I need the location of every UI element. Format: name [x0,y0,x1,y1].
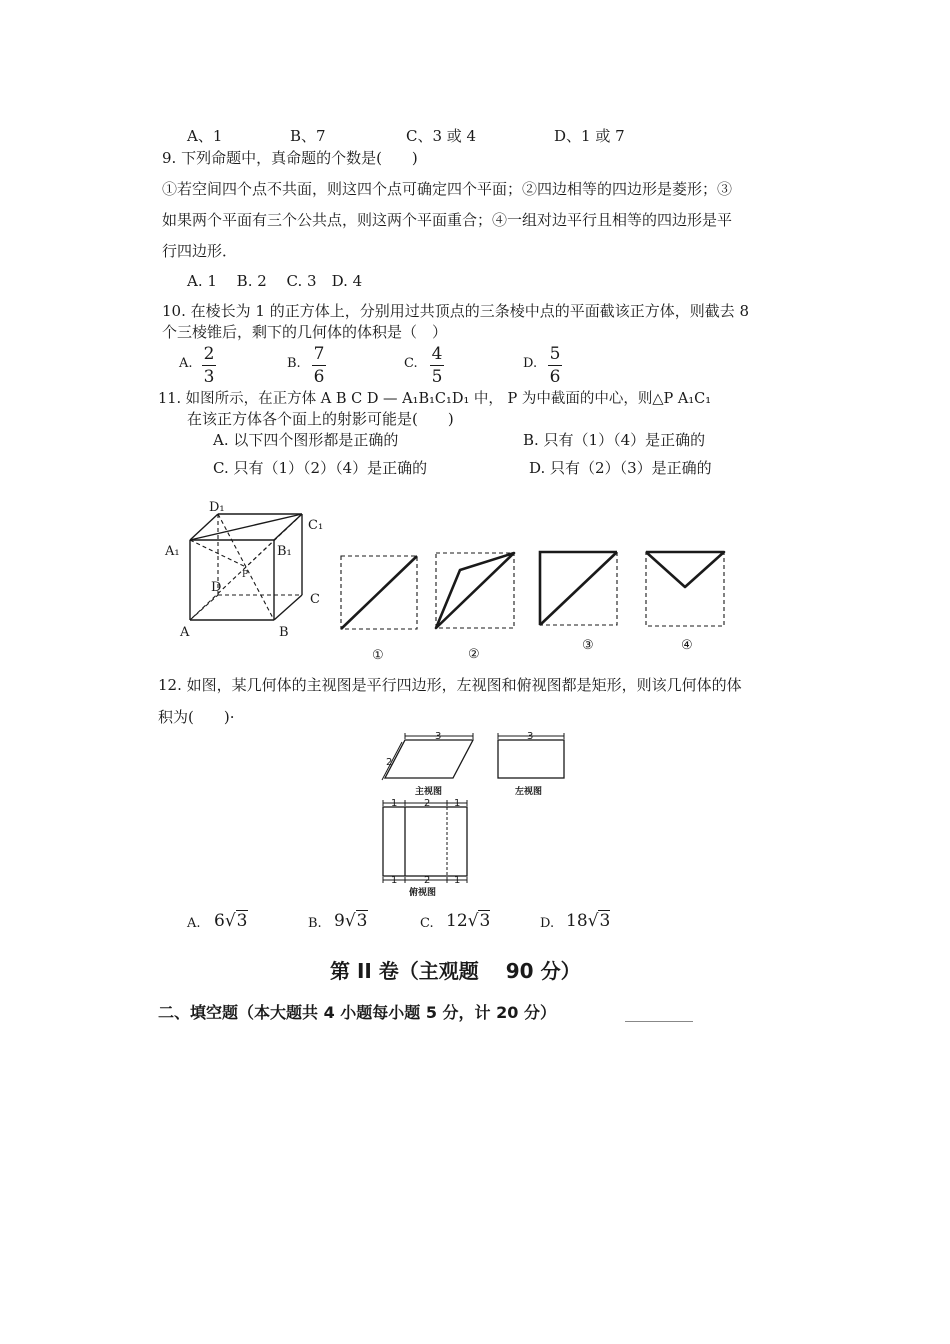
fig-label-4: ④ [681,638,693,653]
q12-line1: 12. 如图，某几何体的主视图是平行四边形，左视图和俯视图都是矩形，则该几何体的体 [158,676,742,694]
q10-option-b-fraction [312,344,326,387]
q10-option-c-fraction [430,344,444,387]
dim-top-1c: 1 [391,875,398,886]
q10-line1: 10. 在棱长为 1 的正方体上，分别用过共顶点的三条棱中点的平面截该正方体，则截去 8 [162,302,750,320]
denominator: 6 [313,367,325,387]
q8-option-d: D、1 或 7 [554,127,625,145]
q10-option-d-label: D. [523,356,538,371]
numerator: 7 [313,344,325,364]
q12-option-d-value: 18√3 [566,911,611,931]
coefficient: 9 [334,911,345,931]
q10-option-b-label: B. [287,356,301,371]
q11-option-b: B. 只有（1）（4）是正确的 [523,431,706,449]
cube-label-a1: A₁ [165,544,180,559]
fig-label-3: ③ [582,638,594,653]
cube-label-c1: C₁ [308,518,324,533]
q10-line2: 个三棱锥后，剩下的几何体的体积是（ ） [162,323,448,341]
numerator: 5 [549,344,561,364]
radicand: 3 [479,911,491,931]
dim-top-1a: 1 [391,798,398,809]
projection-fig-3 [537,549,621,657]
coefficient: 18 [566,911,588,931]
q11-option-c: C. 只有（1）（2）（4）是正确的 [213,459,428,477]
dim-top-2a: 2 [424,798,431,809]
top-view-label: 俯视图 [409,888,437,898]
q9-line2: 如果两个平面有三个公共点，则这两个平面重合；④一组对边平行且相等的四边形是平 [162,211,733,229]
q12-option-a-label: A. [187,916,201,931]
q9-stem: 9. 下列命题中，真命题的个数是( ) [162,149,418,167]
q12-option-c-value: 12√3 [446,911,491,931]
q12-option-b-label: B. [308,916,322,931]
dim-top-1d: 1 [454,875,461,886]
q12-line2: 积为( )· [158,708,235,726]
q8-option-b: B、7 [290,127,326,145]
dim-main-2: 2 [386,757,393,768]
section-fill-in-heading: 二、填空题（本大题共 4 小题每小题 5 分，计 20 分） [158,1003,556,1022]
q9-line1: ①若空间四个点不共面，则这四个点可确定四个平面；②四边相等的四边形是菱形；③ [162,180,733,198]
q12-option-c-label: C. [420,916,434,931]
cube-label-p: P [242,570,249,580]
part2-title: 第 II 卷（主观题 90 分） [330,959,581,983]
q10-option-a-label: A. [179,356,193,371]
dim-left-3: 3 [527,731,534,742]
q11-line1: 11. 如图所示，在正方体 A B C D — A₁B₁C₁D₁ 中， P 为中截面的中心，则△P A₁C₁ [158,391,712,407]
q10-option-d-fraction [548,344,562,387]
projection-fig-2 [434,550,516,662]
dim-top-1b: 1 [454,798,461,809]
radicand: 3 [599,911,611,931]
cube-label-c: C [310,592,320,607]
numerator: 4 [431,344,443,364]
cube-figure [160,495,340,645]
fig-label-1: ① [372,648,384,663]
divider-line [625,1021,693,1022]
projection-fig-4 [644,549,728,655]
coefficient: 6 [214,911,225,931]
q10-option-a-fraction [202,344,216,387]
projection-fig-1 [340,553,420,663]
denominator: 5 [431,367,443,387]
denominator: 3 [203,367,215,387]
cube-label-b1: B₁ [277,544,292,559]
q8-option-a: A、1 [187,127,223,145]
q10-option-c-label: C. [404,356,418,371]
radicand: 3 [356,911,368,931]
q11-option-a: A. 以下四个图形都是正确的 [213,431,399,449]
dim-main-3: 3 [435,731,442,742]
cube-label-d: D [211,580,222,595]
q12-option-a-value: 6√3 [214,911,248,931]
left-view-label: 左视图 [515,787,543,797]
coefficient: 12 [446,911,468,931]
radicand: 3 [236,911,248,931]
q11-option-d: D. 只有（2）（3）是正确的 [529,459,712,477]
q8-option-c: C、3 或 4 [406,127,477,145]
dim-top-2b: 2 [424,875,431,886]
fig-label-2: ② [468,647,480,662]
three-views-figure [375,730,585,900]
main-view-label: 主视图 [415,787,443,797]
cube-label-d1: D₁ [209,500,225,515]
q9-line3: 行四边形． [162,242,238,260]
q12-option-d-label: D. [540,916,555,931]
cube-label-b: B [279,625,289,640]
numerator: 2 [203,344,215,364]
q12-option-b-value: 9√3 [334,911,368,931]
q9-options: A. 1 B. 2 C. 3 D. 4 [187,272,363,290]
q11-line2: 在该正方体各个面上的射影可能是( ) [187,410,454,428]
denominator: 6 [549,367,561,387]
cube-label-a: A [180,625,190,640]
